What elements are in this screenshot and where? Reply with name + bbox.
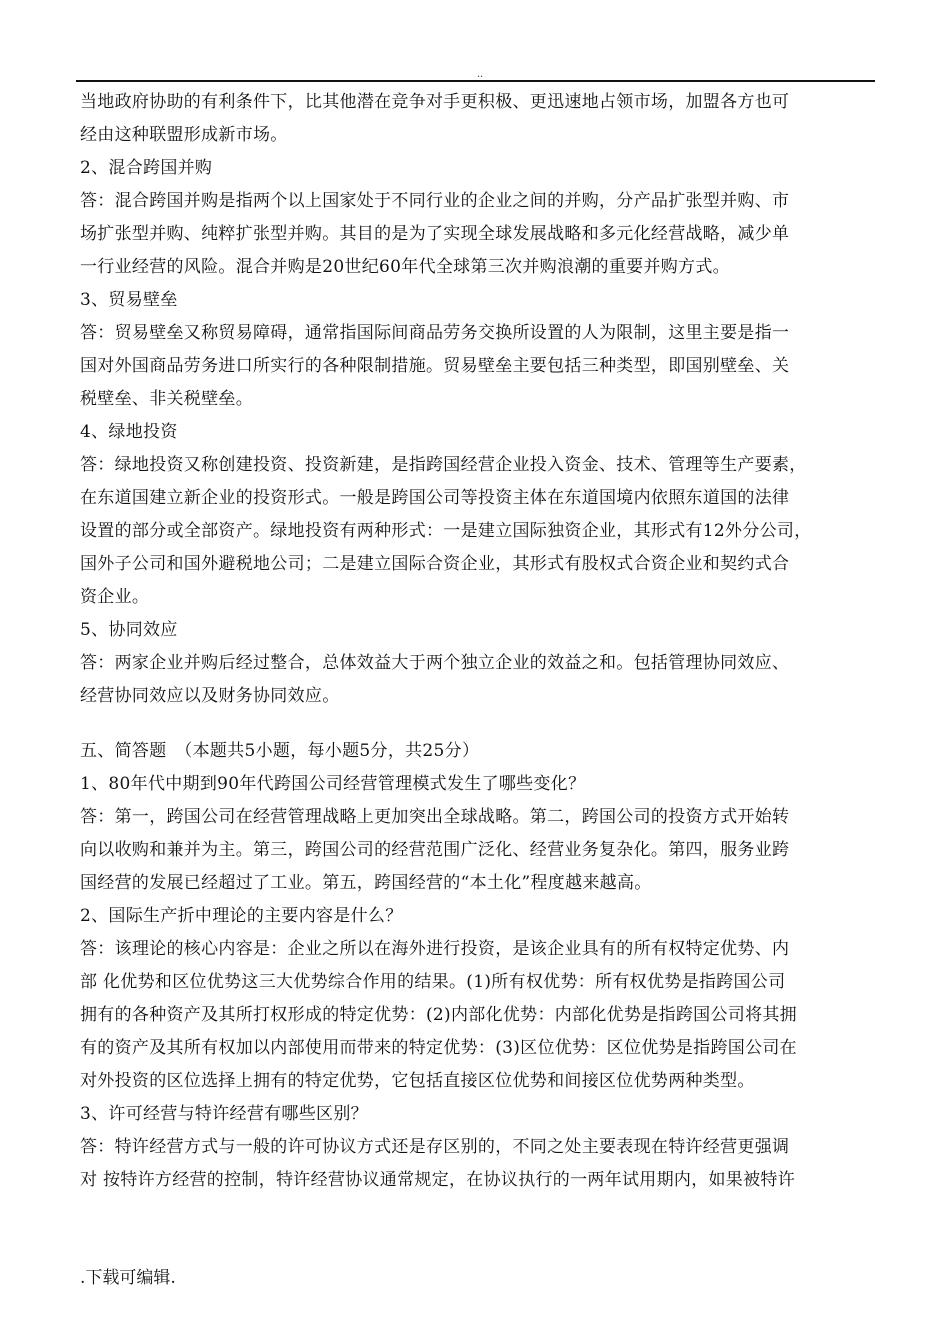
section-title: 五、简答题 （本题共5小题，每小题5分，共25分） xyxy=(80,741,480,761)
text-line: 国经营的发展已经超过了工业。第五，跨国经营的“本土化”程度越来越高。 xyxy=(80,873,652,893)
header-rule xyxy=(76,80,875,82)
text-line: 部 化优势和区位优势这三大优势综合作用的结果。(1)所有权优势：所有权优势是指跨国公司 xyxy=(80,972,786,992)
text-line: 答：两家企业并购后经过整合，总体效益大于两个独立企业的效益之和。包括管理协同效应、 xyxy=(80,653,790,673)
text-line: 有的资产及其所有权加以内部使用而带来的特定优势：(3)区位优势：区位优势是指跨国公司在 xyxy=(80,1038,797,1058)
text-line: 一行业经营的风险。混合并购是20世纪60年代全球第三次并购浪潮的重要并购方式。 xyxy=(80,257,730,277)
text-line: 拥有的各种资产及其所打权形成的特定优势：(2)内部化优势：内部化优势是指跨国公司将其拥 xyxy=(80,1005,797,1025)
term-heading: 2、混合跨国并购 xyxy=(80,158,213,178)
text-line: 对 按特许方经营的控制，特许经营协议通常规定，在协议执行的一两年试用期内，如果被特许 xyxy=(80,1170,796,1190)
document-body xyxy=(80,86,880,1197)
text-line: 答：混合跨国并购是指两个以上国家处于不同行业的企业之间的并购，分产品扩张型并购、市 xyxy=(80,191,790,211)
text-line: 答：贸易壁垒又称贸易障碍，通常指国际间商品劳务交换所设置的人为限制，这里主要是指一 xyxy=(80,323,790,343)
text-line: 答：特许经营方式与一般的许可协议方式还是存区别的，不同之处主要表现在特许经营更强调 xyxy=(80,1137,790,1157)
section-gap xyxy=(80,713,880,735)
text-line: 当地政府协助的有利条件下，比其他潜在竞争对手更积极、更迅速地占领市场，加盟各方也可 xyxy=(80,92,790,112)
text-line: 税壁垒、非关税壁垒。 xyxy=(80,389,253,409)
header-mark: .. xyxy=(476,69,484,80)
term-heading: 4、绿地投资 xyxy=(80,422,178,442)
text-line: 对外投资的区位选择上拥有的特定优势，它包括直接区位优势和间接区位优势两种类型。 xyxy=(80,1071,755,1091)
term-heading: 3、贸易壁垒 xyxy=(80,290,178,310)
question-heading: 2、国际生产折中理论的主要内容是什么？ xyxy=(80,906,403,926)
text-line: 经由这种联盟形成新市场。 xyxy=(80,125,288,145)
text-line: 在东道国建立新企业的投资形式。一般是跨国公司等投资主体在东道国境内依照东道国的法律 xyxy=(80,488,790,508)
question-heading: 3、许可经营与特许经营有哪些区别？ xyxy=(80,1104,368,1124)
footer-note: .下载可编辑. xyxy=(80,1268,176,1288)
text-line: 答：绿地投资又称创建投资、投资新建，是指跨国经营企业投入资金、技术、管理等生产要素， xyxy=(80,455,807,475)
text-line: 资企业。 xyxy=(80,587,150,607)
text-line: 设置的部分或全部资产。绿地投资有两种形式：一是建立国际独资企业，其形式有12外分公司， xyxy=(80,521,812,541)
text-line: 国外子公司和国外避税地公司；二是建立国际合资企业，其形式有股权式合资企业和契约式合 xyxy=(80,554,790,574)
text-line: 答：该理论的核心内容是：企业之所以在海外进行投资，是该企业具有的所有权特定优势、内 xyxy=(80,939,790,959)
question-heading: 1、80年代中期到90年代跨国公司经营管理模式发生了哪些变化？ xyxy=(80,774,586,794)
term-heading: 5、协同效应 xyxy=(80,620,178,640)
text-line: 向以收购和兼并为主。第三，跨国公司的经营范围广泛化、经营业务复杂化。第四，服务业跨 xyxy=(80,840,790,860)
text-line: 场扩张型并购、纯粹扩张型并购。其目的是为了实现全球发展战略和多元化经营战略，减少单 xyxy=(80,224,790,244)
text-line: 答：第一，跨国公司在经营管理战略上更加突出全球战略。第二，跨国公司的投资方式开始转 xyxy=(80,807,790,827)
text-line: 国对外国商品劳务进口所实行的各种限制措施。贸易壁垒主要包括三种类型，即国别壁垒、关 xyxy=(80,356,790,376)
text-line: 经营协同效应以及财务协同效应。 xyxy=(80,686,340,706)
